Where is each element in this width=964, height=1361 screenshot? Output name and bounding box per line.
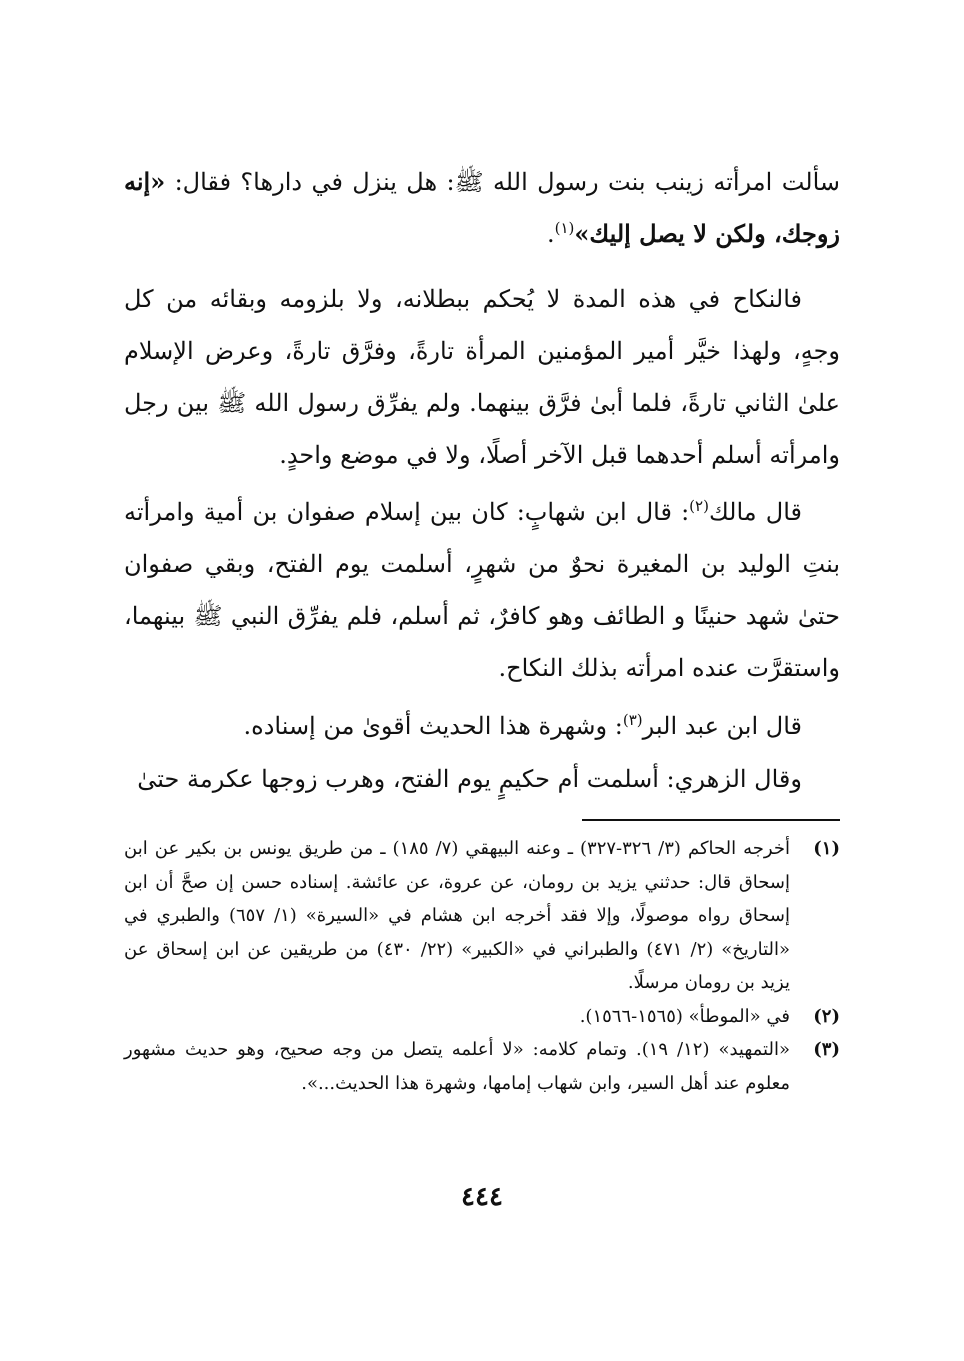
footnote-number: (٣): [813, 1039, 840, 1060]
paragraph-3-lead: قال مالك: [708, 498, 802, 526]
footnote-2: [124, 1000, 840, 1034]
footnote-number: (٢): [813, 1005, 840, 1027]
footnote-text: «التمهيد» (١٢/ ١٩). وتمام كلامه: «لا أعلمه يتصل من وجه صحيح، وهو حديث مشهور معلوم عند أهل السير، وابن شهاب إمامها، وشهرة هذا الحديث...».: [124, 1039, 790, 1094]
paragraph-3-text: : قال ابن شهابٍ: كان بين إسلام صفوان بن أمية وامرأته بنتِ الوليد بن المغيرة نحوٌ من شهرٍ، أسلمت يوم الفتح، وبقي صفوان حتىٰ شهد حنينًا و الطائف وهو كافرٌ، ثم أسلم، فلم يفرِّق النبي ﷺ بينهما، واستقرَّت عنده امرأته بذلك النكاح.: [124, 498, 840, 682]
footnote-3: [124, 1033, 840, 1100]
paragraph-5: [124, 753, 840, 805]
paragraph-4: [124, 700, 840, 752]
paragraph-5-text: وقال الزهري: أسلمت أم حكيمٍ يوم الفتح، وهرب زوجها عكرمة حتىٰ: [137, 765, 802, 793]
footnote-divider: [582, 819, 840, 821]
footnotes: [124, 832, 840, 1100]
paragraph-1-text: سألت امرأته زينب بنت رسول الله ﷺ: هل ينزل في دارها؟ فقال:: [165, 168, 840, 196]
footnote-1: [124, 832, 840, 1000]
paragraph-4-lead: قال ابن عبد البر: [642, 712, 802, 740]
paragraph-4-text: : وشهرة هذا الحديث أقوىٰ من إسناده.: [243, 712, 623, 740]
footnote-text: أخرجه الحاكم (٣/ ٣٢٦-٣٢٧) ـ وعنه البيهقي (٧/ ١٨٥) ـ من طريق يونس بن بكير عن ابن إسحاق قال: حدثني يزيد بن رومان، عن عروة، عن عائشة. إسناده حسن إن صحَّ أن ابن إسحاق رواه موصولًا، وإلا فقد أخرجه ابن هشام في «السيرة» (١/ ٦٥٧) والطبري في «التاريخ» (٢/ ٤٧١) والطبراني في «الكبير» (٢٢/ ٤٣٠) من طريقين عن ابن إسحاق عن يزيد بن رومان مرسلًا.: [124, 838, 791, 993]
paragraph-1: [124, 156, 840, 260]
paragraph-2-text: فالنكاح في هذه المدة لا يُحكم ببطلانه، ولا بلزومه وبقائه من كل وجهٍ، ولهذا خيَّر أمير المؤمنين المرأة تارةً، وفرَّق تارةً، وعرض الإسلام علىٰ الثاني تارةً، فلما أبىٰ فرَّق بينهما. ولم يفرِّق رسول الله ﷺ بين رجل وامرأته أسلم أحدهما قبل الآخر أصلًا، ولا في موضع واحدٍ.: [124, 285, 840, 469]
footnote-number: (١): [813, 838, 840, 859]
footnote-ref-1[interactable]: (١): [554, 219, 575, 237]
page-number: ٤٤٤: [461, 1182, 503, 1212]
paragraph-1-end: .: [546, 220, 555, 248]
hadith-quote: «إنه زوجك، ولكن لا يصل إليك»: [124, 167, 840, 248]
paragraph-2: [124, 273, 840, 481]
footnote-ref-2[interactable]: (٢): [689, 497, 709, 515]
footnote-ref-3[interactable]: (٣): [622, 711, 643, 729]
paragraph-3: [124, 486, 840, 694]
footnote-text: في «الموطأ» (١٥٦٥-١٥٦٦).: [579, 1005, 790, 1027]
